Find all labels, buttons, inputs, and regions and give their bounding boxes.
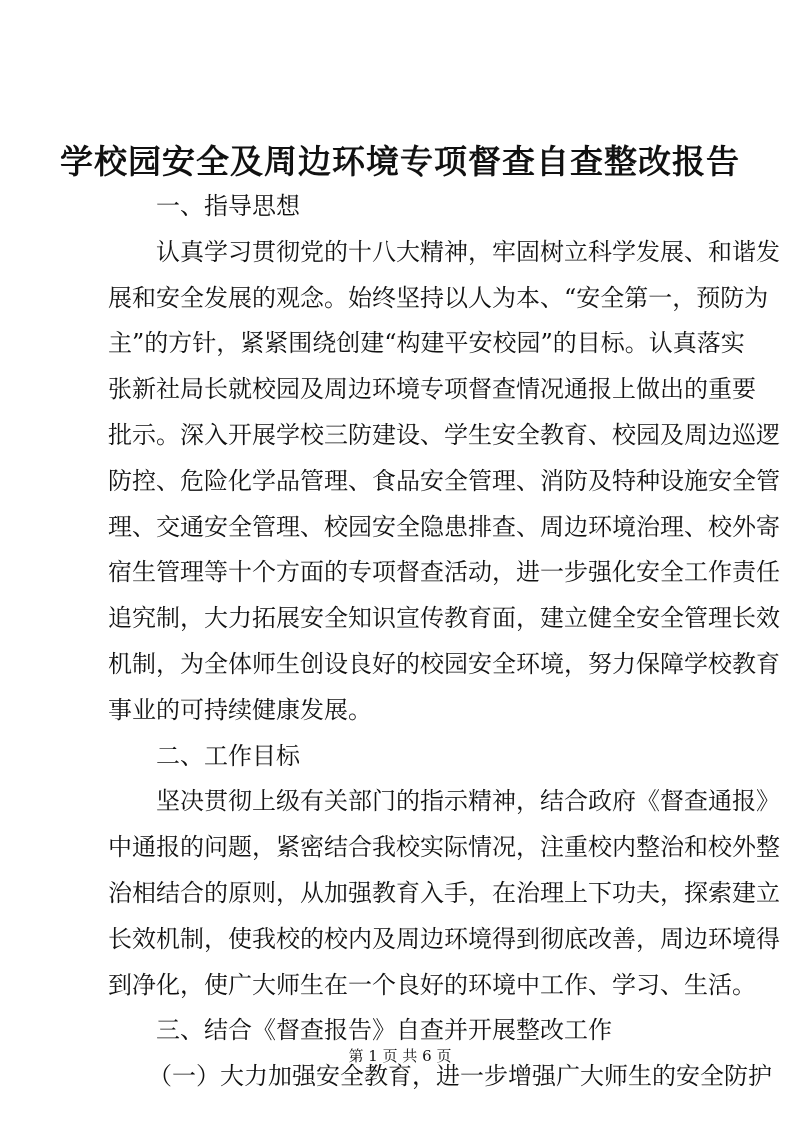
paragraph-line: 事业的可持续健康发展。 [108, 695, 372, 724]
paragraph-line: 批示。深入开展学校三防建设、学生安全教育、校园及周边巡逻 [108, 420, 780, 449]
paragraph-line: 防控、危险化学品管理、食品安全管理、消防及特种设施安全管 [108, 466, 780, 495]
paragraph-line: 宿生管理等十个方面的专项督查活动，进一步强化安全工作责任 [108, 558, 780, 587]
section-heading-self-inspection: 三、结合《督查报告》自查并开展整改工作 [156, 1016, 612, 1045]
page-footer: 第 1 页 共 6 页 [348, 1047, 452, 1065]
document-title: 学校园安全及周边环境专项督查自查整改报告 [60, 142, 740, 181]
paragraph-line: 治相结合的原则，从加强教育入手，在治理上下功夫，探索建立 [108, 878, 780, 907]
paragraph-line: 展和安全发展的观念。始终坚持以人为本、“安全第一，预防为 [108, 283, 769, 312]
paragraph-line: 机制，为全体师生创设良好的校园安全环境，努力保障学校教育 [108, 649, 780, 678]
subsection-heading-safety-education: （一）大力加强安全教育，进一步增强广大师生的安全防护 [148, 1062, 772, 1091]
paragraph-line: 认真学习贯彻党的十八大精神，牢固树立科学发展、和谐发 [156, 237, 780, 266]
paragraph-line: 到净化，使广大师生在一个良好的环境中工作、学习、生活。 [108, 970, 756, 999]
section-heading-work-goals: 二、工作目标 [156, 741, 300, 770]
paragraph-line: 长效机制，使我校的校内及周边环境得到彻底改善，周边环境得 [108, 924, 780, 953]
paragraph-line: 坚决贯彻上级有关部门的指示精神，结合政府《督查通报》 [156, 787, 780, 816]
paragraph-line: 主”的方针，紧紧围绕创建“构建平安校园”的目标。认真落实 [108, 329, 745, 358]
section-heading-guiding-ideology: 一、指导思想 [156, 192, 300, 220]
paragraph-line: 理、交通安全管理、校园安全隐患排查、周边环境治理、校外寄 [108, 512, 780, 541]
paragraph-line: 中通报的问题，紧密结合我校实际情况，注重校内整治和校外整 [108, 833, 780, 862]
paragraph-line: 追究制，大力拓展安全知识宣传教育面，建立健全安全管理长效 [108, 604, 780, 633]
document-body [108, 184, 780, 1100]
paragraph-line: 张新社局长就校园及周边环境专项督查情况通报上做出的重要 [108, 375, 756, 404]
